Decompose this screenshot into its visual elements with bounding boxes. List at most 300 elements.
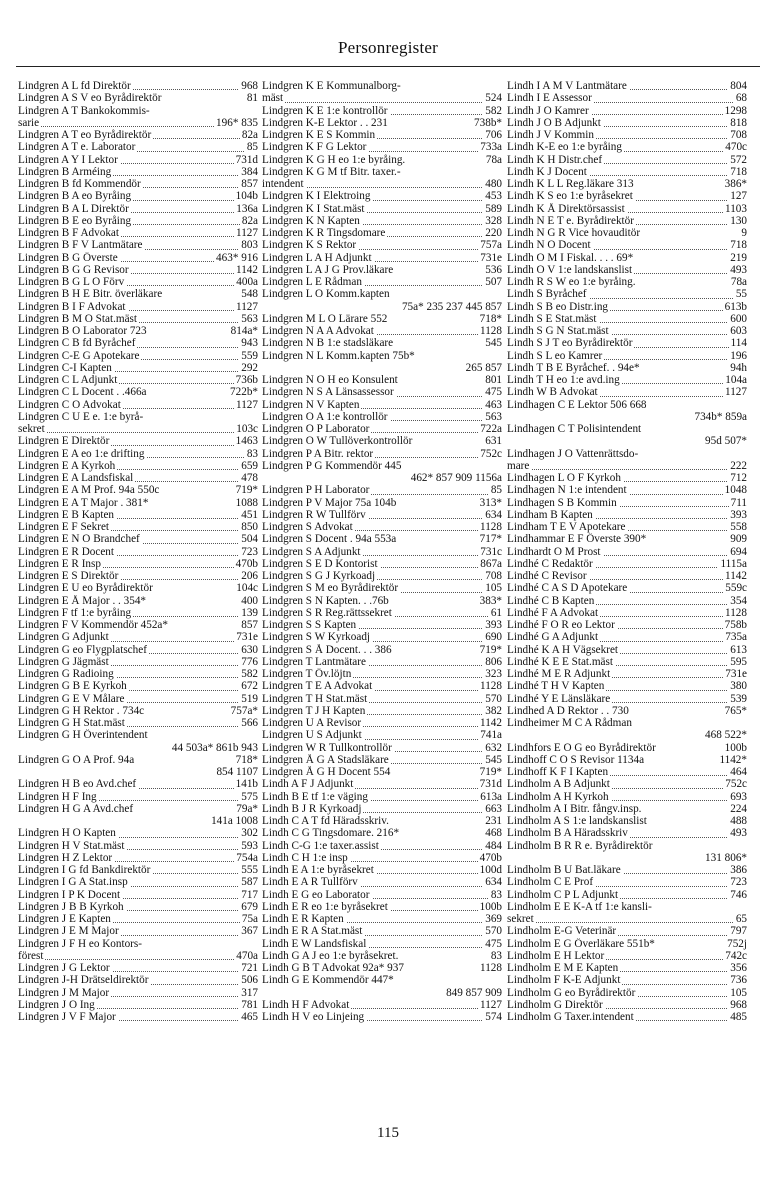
entry-name: Lindgren J B B Kyrkoh xyxy=(18,900,124,913)
entry-page-refs: 736 xyxy=(730,974,747,987)
entry-page-refs: 384 xyxy=(241,165,258,178)
entry-name: Lindh E A R Tullförv xyxy=(262,876,358,889)
entry-name: Lindhé C Revisor xyxy=(507,570,587,582)
register-entry xyxy=(507,595,747,607)
entry-page-refs: 806 xyxy=(485,655,502,668)
register-entry xyxy=(18,509,258,521)
entry-name: Lindgren G H Rektor . 734c xyxy=(18,704,145,717)
entry-page-refs: 968 xyxy=(241,80,258,92)
entry-page-refs: 79a* xyxy=(236,802,258,815)
entry-page-refs: 711 xyxy=(730,496,747,509)
entry-name: Lindgren K R Tingsdomare xyxy=(262,227,386,239)
entry-name: Lindgren K E Kommunalborg- xyxy=(262,80,401,92)
entry-page-refs: 719* xyxy=(235,484,258,497)
entry-page-refs: 1103 xyxy=(725,202,747,215)
entry-page-refs: 468 xyxy=(485,827,502,840)
register-entry xyxy=(507,313,747,325)
entry-page-refs: 504 xyxy=(241,533,258,546)
register-column-3 xyxy=(507,80,747,1023)
entry-page-refs: 393 xyxy=(485,619,502,631)
register-entry xyxy=(262,80,502,92)
entry-name: Lindholm C P L Adjunkt xyxy=(507,888,619,901)
entry-page-refs: 463 xyxy=(485,398,502,411)
register-entry xyxy=(18,999,258,1011)
entry-page-refs: 1142 xyxy=(480,717,502,729)
entry-name: Lindgren T H Stat.mäst xyxy=(262,692,368,705)
entry-name: Lindhagen J O Vattenrättsdo- xyxy=(507,447,639,460)
entry-page-refs: 690 xyxy=(485,631,502,644)
register-entry xyxy=(262,607,502,619)
entry-name: Lindgren B E eo Byråing xyxy=(18,214,132,227)
entry-name: Lindgren B F Advokat xyxy=(18,227,119,239)
entry-page-refs: 470a xyxy=(236,949,258,962)
entry-page-refs: 386* xyxy=(724,178,747,190)
register-entry xyxy=(507,472,747,484)
entry-page-refs: 85 xyxy=(246,141,258,154)
entry-name: Lindgren B G Överste xyxy=(18,251,118,264)
register-entry xyxy=(262,668,502,680)
page-number: 115 xyxy=(377,1125,399,1141)
entry-page-refs: 693 xyxy=(730,790,747,803)
register-entry xyxy=(262,766,502,778)
register-entry xyxy=(18,301,258,313)
entry-page-refs: 480 xyxy=(485,178,502,190)
entry-name: Lindgren T J H Kapten xyxy=(262,704,366,717)
register-entry xyxy=(18,693,258,705)
entry-name: Lindgren Å G H Docent 554 xyxy=(262,766,391,778)
register-entry xyxy=(262,325,502,337)
entry-page-refs: 103c xyxy=(236,423,258,435)
register-entry xyxy=(507,631,747,643)
register-entry xyxy=(18,950,258,962)
entry-name: Lindgren E Direktör xyxy=(18,435,110,448)
register-entry xyxy=(262,203,502,215)
entry-name: Lindh K H Distr.chef xyxy=(507,153,603,166)
register-entry xyxy=(507,815,747,827)
entry-page-refs: 292 xyxy=(241,361,258,374)
entry-name: Lindh C G Tingsdomare. 216* xyxy=(262,827,400,840)
register-entry xyxy=(18,901,258,913)
entry-page-refs: 559 xyxy=(241,349,258,362)
register-entry xyxy=(507,117,747,129)
register-entry-continuation: 849 857 909 xyxy=(446,986,502,999)
register-entry xyxy=(18,423,258,435)
entry-name: Lindgren P A Bitr. rektor xyxy=(262,447,374,460)
register-entry-continuation: 734b* 859a xyxy=(694,410,747,423)
entry-page-refs: 659 xyxy=(241,459,258,472)
entry-name: Lindgren L E Rådman xyxy=(262,276,362,288)
entry-name: Lindholm A H Kyrkoh xyxy=(507,790,609,803)
register-entry xyxy=(262,950,502,962)
entry-page-refs: 595 xyxy=(730,655,747,668)
entry-name: Lindgren U S Adjunkt xyxy=(262,729,362,742)
entry-page-refs: 563 xyxy=(485,410,502,423)
entry-name: Lindh R S W eo 1:e byråing. xyxy=(507,276,636,288)
register-entry-continuation: 462* 857 909 1156a xyxy=(410,472,502,484)
entry-name: Lindh K L L Reg.läkare 313 xyxy=(507,178,634,190)
entry-name: Lindh O M I Fiskal. . . . 69* xyxy=(507,251,634,264)
register-entry xyxy=(262,705,502,717)
entry-name: Lindh E R A Stat.mäst xyxy=(262,925,363,938)
entry-name: Lindhfors E O G eo Byrådirektör xyxy=(507,741,656,754)
entry-page-refs: 679 xyxy=(241,900,258,913)
entry-name: Lindgren G Jägmäst xyxy=(18,655,109,668)
register-entry xyxy=(18,987,258,999)
entry-page-refs: 797 xyxy=(730,925,747,938)
register-entry xyxy=(18,631,258,643)
entry-name: Lindhé K E E Stat.mäst xyxy=(507,655,613,668)
entry-name: Lindgren R W Tullförv xyxy=(262,508,366,521)
entry-page-refs: 464 xyxy=(730,766,747,778)
entry-page-refs: 206 xyxy=(241,570,258,582)
entry-page-refs: 1298 xyxy=(724,104,747,117)
entry-page-refs: 1142 xyxy=(725,570,747,582)
entry-name: Lindgren P G Kommendör 445 xyxy=(262,459,402,472)
register-entry xyxy=(507,558,747,570)
entry-page-refs: 818 xyxy=(730,116,747,129)
entry-name: Lindhagen N 1:e intendent xyxy=(507,484,627,497)
register-entry xyxy=(262,864,502,876)
entry-page-refs: 105 xyxy=(485,582,502,595)
register-entry xyxy=(262,717,502,729)
register-entry xyxy=(507,362,747,374)
entry-page-refs: 9 xyxy=(741,227,747,239)
entry-page-refs: 559c xyxy=(725,582,747,595)
entry-page-refs: 721 xyxy=(241,962,258,974)
entry-page-refs: 708 xyxy=(485,570,502,582)
entry-name: Lindgren O P Laborator xyxy=(262,423,370,435)
register-entry xyxy=(18,852,258,864)
entry-page-refs: 302 xyxy=(241,827,258,840)
entry-page-refs: 574 xyxy=(485,1011,502,1023)
register-entry xyxy=(262,656,502,668)
register-entry xyxy=(262,938,502,950)
entry-name: Lindholm B U Bat.läkare xyxy=(507,864,621,876)
entry-page-refs: 1142 xyxy=(236,263,258,276)
entry-name: Lindgren G O A Prof. 94a xyxy=(18,753,135,766)
register-entry xyxy=(262,411,502,423)
entry-name: Lindgren C L Adjunkt xyxy=(18,374,118,386)
register-entry xyxy=(262,435,502,447)
entry-page-refs: 752j xyxy=(727,937,747,950)
register-entry xyxy=(262,595,502,607)
entry-page-refs: 968 xyxy=(730,998,747,1011)
entry-name: Lindgren S M eo Byrådirektör xyxy=(262,582,399,595)
entry-name: Lindgren B I F Advokat xyxy=(18,300,126,313)
entry-page-refs: 141b xyxy=(235,778,258,791)
register-entry xyxy=(507,766,747,778)
register-entry xyxy=(262,374,502,386)
entry-page-refs: 706 xyxy=(485,129,502,141)
entry-name: Lindgren E A eo 1:e drifting xyxy=(18,447,145,460)
entry-name: intendent xyxy=(262,178,304,190)
entry-name: Lindh N O Docent xyxy=(507,239,591,252)
entry-name: Lindgren E U eo Byrådirektör xyxy=(18,582,153,595)
entry-name: Lindhagen S B Kommin xyxy=(507,496,617,509)
entry-page-refs: 354 xyxy=(730,594,747,607)
entry-name: Lindgren B A eo Byråing xyxy=(18,190,132,203)
register-entry xyxy=(507,607,747,619)
entry-page-refs: 631 xyxy=(485,435,502,448)
register-entry xyxy=(262,92,502,104)
register-entry-continuation: 75a* 235 237 445 857 xyxy=(401,300,502,313)
entry-page-refs: 731c xyxy=(480,545,502,558)
register-entry xyxy=(18,448,258,460)
register-entry xyxy=(262,386,502,398)
register-entry xyxy=(18,913,258,925)
entry-page-refs: 634 xyxy=(485,876,502,889)
entry-name: Lindh J O Kamrer xyxy=(507,104,589,117)
register-entry-continuation: 468 522* xyxy=(705,729,747,742)
entry-name: Lindgren O A 1:e kontrollör xyxy=(262,410,388,423)
entry-name: Lindgren E F Sekret xyxy=(18,521,110,533)
entry-name: Lindhoff C O S Revisor 1134a xyxy=(507,753,645,766)
register-entry xyxy=(507,668,747,680)
entry-name: Lindgren P V Major 75a 104b xyxy=(262,496,397,509)
entry-name: Lindham B Kapten xyxy=(507,508,593,521)
entry-name: Lindgren B M O Stat.mäst xyxy=(18,312,138,325)
entry-name: Lindgren B H E Bitr. överläkare xyxy=(18,288,163,301)
entry-name: Lindhé Y E Länsläkare xyxy=(507,692,611,705)
entry-name: Lindgren S E D Kontorist xyxy=(262,557,378,570)
entry-name: Lindgren L O Komm.kapten xyxy=(262,288,390,301)
entry-name: Lindgren H B eo Avd.chef xyxy=(18,778,137,791)
register-entry xyxy=(18,705,258,717)
entry-page-refs: 78a xyxy=(485,153,502,166)
register-entry xyxy=(18,656,258,668)
register-entry xyxy=(262,239,502,251)
register-entry xyxy=(262,631,502,643)
register-entry xyxy=(18,778,258,790)
entry-name: Lindh N E T e. Byrådirektör xyxy=(507,214,634,227)
register-entry xyxy=(262,1011,502,1023)
entry-page-refs: 814a* xyxy=(230,325,258,337)
entry-name: Lindgren J E Kapten xyxy=(18,913,111,925)
entry-name: Lindgren H O Kapten xyxy=(18,827,116,840)
entry-name: Lindgren G H Överintendent xyxy=(18,729,148,742)
entry-name: Lindholm B A Häradsskriv xyxy=(507,827,628,840)
entry-name: Lindh G A J eo 1:e byråsekret. xyxy=(262,949,399,962)
entry-page-refs: 82a xyxy=(241,129,258,141)
entry-name: Lindgren T E A Advokat xyxy=(262,680,373,693)
entry-page-refs: 722b* xyxy=(230,386,258,399)
entry-page-refs: 507 xyxy=(485,276,502,288)
entry-name: Lindh B E tf 1:e väging xyxy=(262,790,368,803)
entry-name: Lindh B J R Kyrkoadj xyxy=(262,802,362,815)
entry-name: Lindgren A Y I Lektor xyxy=(18,153,118,166)
entry-name: Lindgren A L fd Direktör xyxy=(18,80,131,92)
register-entry xyxy=(262,729,502,741)
entry-name: Lindgren G eo Flygplatschef xyxy=(18,643,147,656)
register-entry xyxy=(18,595,258,607)
register-entry xyxy=(18,215,258,227)
register-entry xyxy=(18,313,258,325)
entry-page-refs: 718 xyxy=(730,165,747,178)
entry-name: Lindh C-G 1:e taxer.assist xyxy=(262,839,379,852)
entry-name: Lindgren K E S Kommin xyxy=(262,129,376,141)
register-entry xyxy=(507,644,747,656)
register-entry xyxy=(507,889,747,901)
register-entry xyxy=(507,509,747,521)
register-entry xyxy=(18,80,258,92)
entry-name: Lindgren K I Stat.mäst xyxy=(262,202,365,215)
entry-page-refs: 224 xyxy=(730,802,747,815)
entry-name: Lindh S G N Stat.mäst xyxy=(507,325,609,337)
entry-page-refs: 672 xyxy=(241,680,258,693)
register-entry xyxy=(507,754,747,766)
register-entry xyxy=(18,546,258,558)
register-entry xyxy=(262,754,502,766)
entry-page-refs: 61 xyxy=(490,606,502,619)
entry-name: Lindgren S A Adjunkt xyxy=(262,545,361,558)
entry-page-refs: 719* xyxy=(479,643,502,656)
entry-name: Lindh K-E eo 1:e byråing xyxy=(507,141,622,154)
entry-page-refs: 757a* xyxy=(230,704,258,717)
entry-page-refs: 83 xyxy=(490,949,502,962)
entry-page-refs: 754a xyxy=(236,851,258,864)
entry-page-refs: 801 xyxy=(485,374,502,386)
entry-page-refs: 369 xyxy=(485,913,502,925)
entry-name: Lindgren B G L O Förv xyxy=(18,276,125,288)
entry-name: Lindgren L A J G Prov.läkare xyxy=(262,263,394,276)
register-entry xyxy=(18,644,258,656)
entry-page-refs: 804 xyxy=(730,80,747,92)
entry-name: Lindh C A T fd Häradsskriv. xyxy=(262,815,389,827)
entry-page-refs: 323 xyxy=(485,668,502,680)
register-entry xyxy=(507,178,747,190)
register-entry xyxy=(507,264,747,276)
register-entry xyxy=(507,301,747,313)
entry-name: Lindgren N L Komm.kapten 75b* xyxy=(262,349,415,362)
entry-name: Lindh K S eo 1:e byråsekret xyxy=(507,190,633,203)
entry-name: Lindgren A T Bankokommis- xyxy=(18,104,150,117)
entry-page-refs: 558 xyxy=(730,521,747,533)
entry-page-refs: 752c xyxy=(480,447,502,460)
entry-name: Lindh H F Advokat xyxy=(262,998,350,1011)
register-entry xyxy=(262,901,502,913)
entry-name: Lindh J O B Adjunkt xyxy=(507,116,601,129)
register-entry xyxy=(18,864,258,876)
entry-page-refs: 731e xyxy=(236,631,258,644)
entry-page-refs: 613b xyxy=(724,300,747,313)
entry-page-refs: 634 xyxy=(485,508,502,521)
entry-name: Lindgren H G A Avd.chef xyxy=(18,802,134,815)
register-entry xyxy=(262,546,502,558)
register-entry xyxy=(18,105,258,117)
entry-name: Lindgren S Advokat xyxy=(262,521,353,533)
entry-name: Lindholm A I Bitr. fångv.insp. xyxy=(507,802,642,815)
entry-name: Lindgren E S Direktör xyxy=(18,570,119,582)
entry-page-refs: 382 xyxy=(485,704,502,717)
register-entry xyxy=(262,999,502,1011)
entry-name: Lindhardt O M Prost xyxy=(507,545,601,558)
register-entry xyxy=(262,350,502,362)
register-entry xyxy=(262,889,502,901)
register-entry xyxy=(18,190,258,202)
entry-name: Lindgren J G Lektor xyxy=(18,962,110,974)
entry-page-refs: 94h xyxy=(730,361,747,374)
register-entry xyxy=(507,129,747,141)
entry-page-refs: 742c xyxy=(725,949,747,962)
entry-page-refs: 613a xyxy=(480,790,502,803)
entry-name: Lindh K Å Direktörsassist xyxy=(507,202,625,215)
entry-name: Lindgren E R Insp xyxy=(18,557,101,570)
entry-name: Lindgren O W Tullöverkontrollör xyxy=(262,435,413,448)
register-entry xyxy=(262,129,502,141)
entry-page-refs: 100b xyxy=(724,741,747,754)
entry-name: Lindgren S N Kapten. . .76b xyxy=(262,594,389,607)
register-entry xyxy=(507,938,747,950)
entry-page-refs: 545 xyxy=(485,337,502,350)
entry-name: Lindgren C-I Kapten xyxy=(18,361,112,374)
entry-page-refs: 539 xyxy=(730,692,747,705)
entry-page-refs: 718* xyxy=(479,312,502,325)
entry-name: förest xyxy=(18,949,44,962)
register-entry xyxy=(18,974,258,986)
register-entry xyxy=(262,399,502,411)
entry-name: Lindgren K E 1:e kontrollör xyxy=(262,104,388,117)
register-entry xyxy=(262,925,502,937)
entry-name: Lindholm E H Lektor xyxy=(507,949,605,962)
register-entry xyxy=(18,264,258,276)
register-entry xyxy=(507,864,747,876)
register-entry xyxy=(507,484,747,496)
entry-name: Lindgren E A T Major . 381* xyxy=(18,496,149,509)
register-entry xyxy=(18,876,258,888)
entry-page-refs: 712 xyxy=(730,472,747,484)
entry-name: Lindgren K S Rektor xyxy=(262,239,357,252)
entry-name: Lindh G E Kommendör 447* xyxy=(262,974,394,987)
entry-name: Lindgren E N O Brandchef xyxy=(18,533,140,546)
entry-name: Lindhé C B Kapten xyxy=(507,594,595,607)
register-entry xyxy=(18,460,258,472)
entry-page-refs: 83 xyxy=(246,447,258,460)
entry-name: Lindh W B Advokat xyxy=(507,386,598,399)
entry-page-refs: 1128 xyxy=(480,325,502,337)
entry-page-refs: 383* xyxy=(479,594,502,607)
entry-name: Lindh E W Landsfiskal xyxy=(262,937,367,950)
entry-page-refs: 470b xyxy=(479,851,502,864)
register-entry xyxy=(262,521,502,533)
register-entry xyxy=(507,423,747,435)
entry-name: Lindgren F V Kommendör 452a* xyxy=(18,619,168,631)
register-entry xyxy=(507,288,747,300)
entry-name: Lindgren C U E e. 1:e byrå- xyxy=(18,410,144,423)
entry-name: Lindgren J E M Major xyxy=(18,925,119,938)
entry-name: Lindgren N V Kapten xyxy=(262,398,360,411)
entry-name: Lindgren E A M Prof. 94a 550c xyxy=(18,484,160,497)
entry-name: Lindgren J-H Drätseldirektör xyxy=(18,974,149,987)
entry-name: Lindh J V Kommin xyxy=(507,129,594,141)
entry-page-refs: 850 xyxy=(241,521,258,533)
entry-name: Lindgren G E V Målare xyxy=(18,692,125,705)
entry-name: Lindholm F K-E Adjunkt xyxy=(507,974,621,987)
entry-page-refs: 589 xyxy=(485,202,502,215)
entry-page-refs: 317 xyxy=(241,986,258,999)
entry-name: Lindhed A D Rektor . . 730 xyxy=(507,704,629,717)
entry-page-refs: 600 xyxy=(730,312,747,325)
entry-page-refs: 857 xyxy=(241,178,258,190)
entry-name: Lindgren G Radioing xyxy=(18,668,114,680)
entry-name: Lindholm E G Överläkare 551b* xyxy=(507,937,655,950)
register-entry xyxy=(262,460,502,472)
entry-name: Lindgren F tf 1:e byråing xyxy=(18,606,132,619)
register-entry xyxy=(507,999,747,1011)
register-entry xyxy=(507,827,747,839)
entry-name: Lindgren S W Kyrkoadj xyxy=(262,631,371,644)
entry-page-refs: 632 xyxy=(485,741,502,754)
register-entry xyxy=(18,239,258,251)
